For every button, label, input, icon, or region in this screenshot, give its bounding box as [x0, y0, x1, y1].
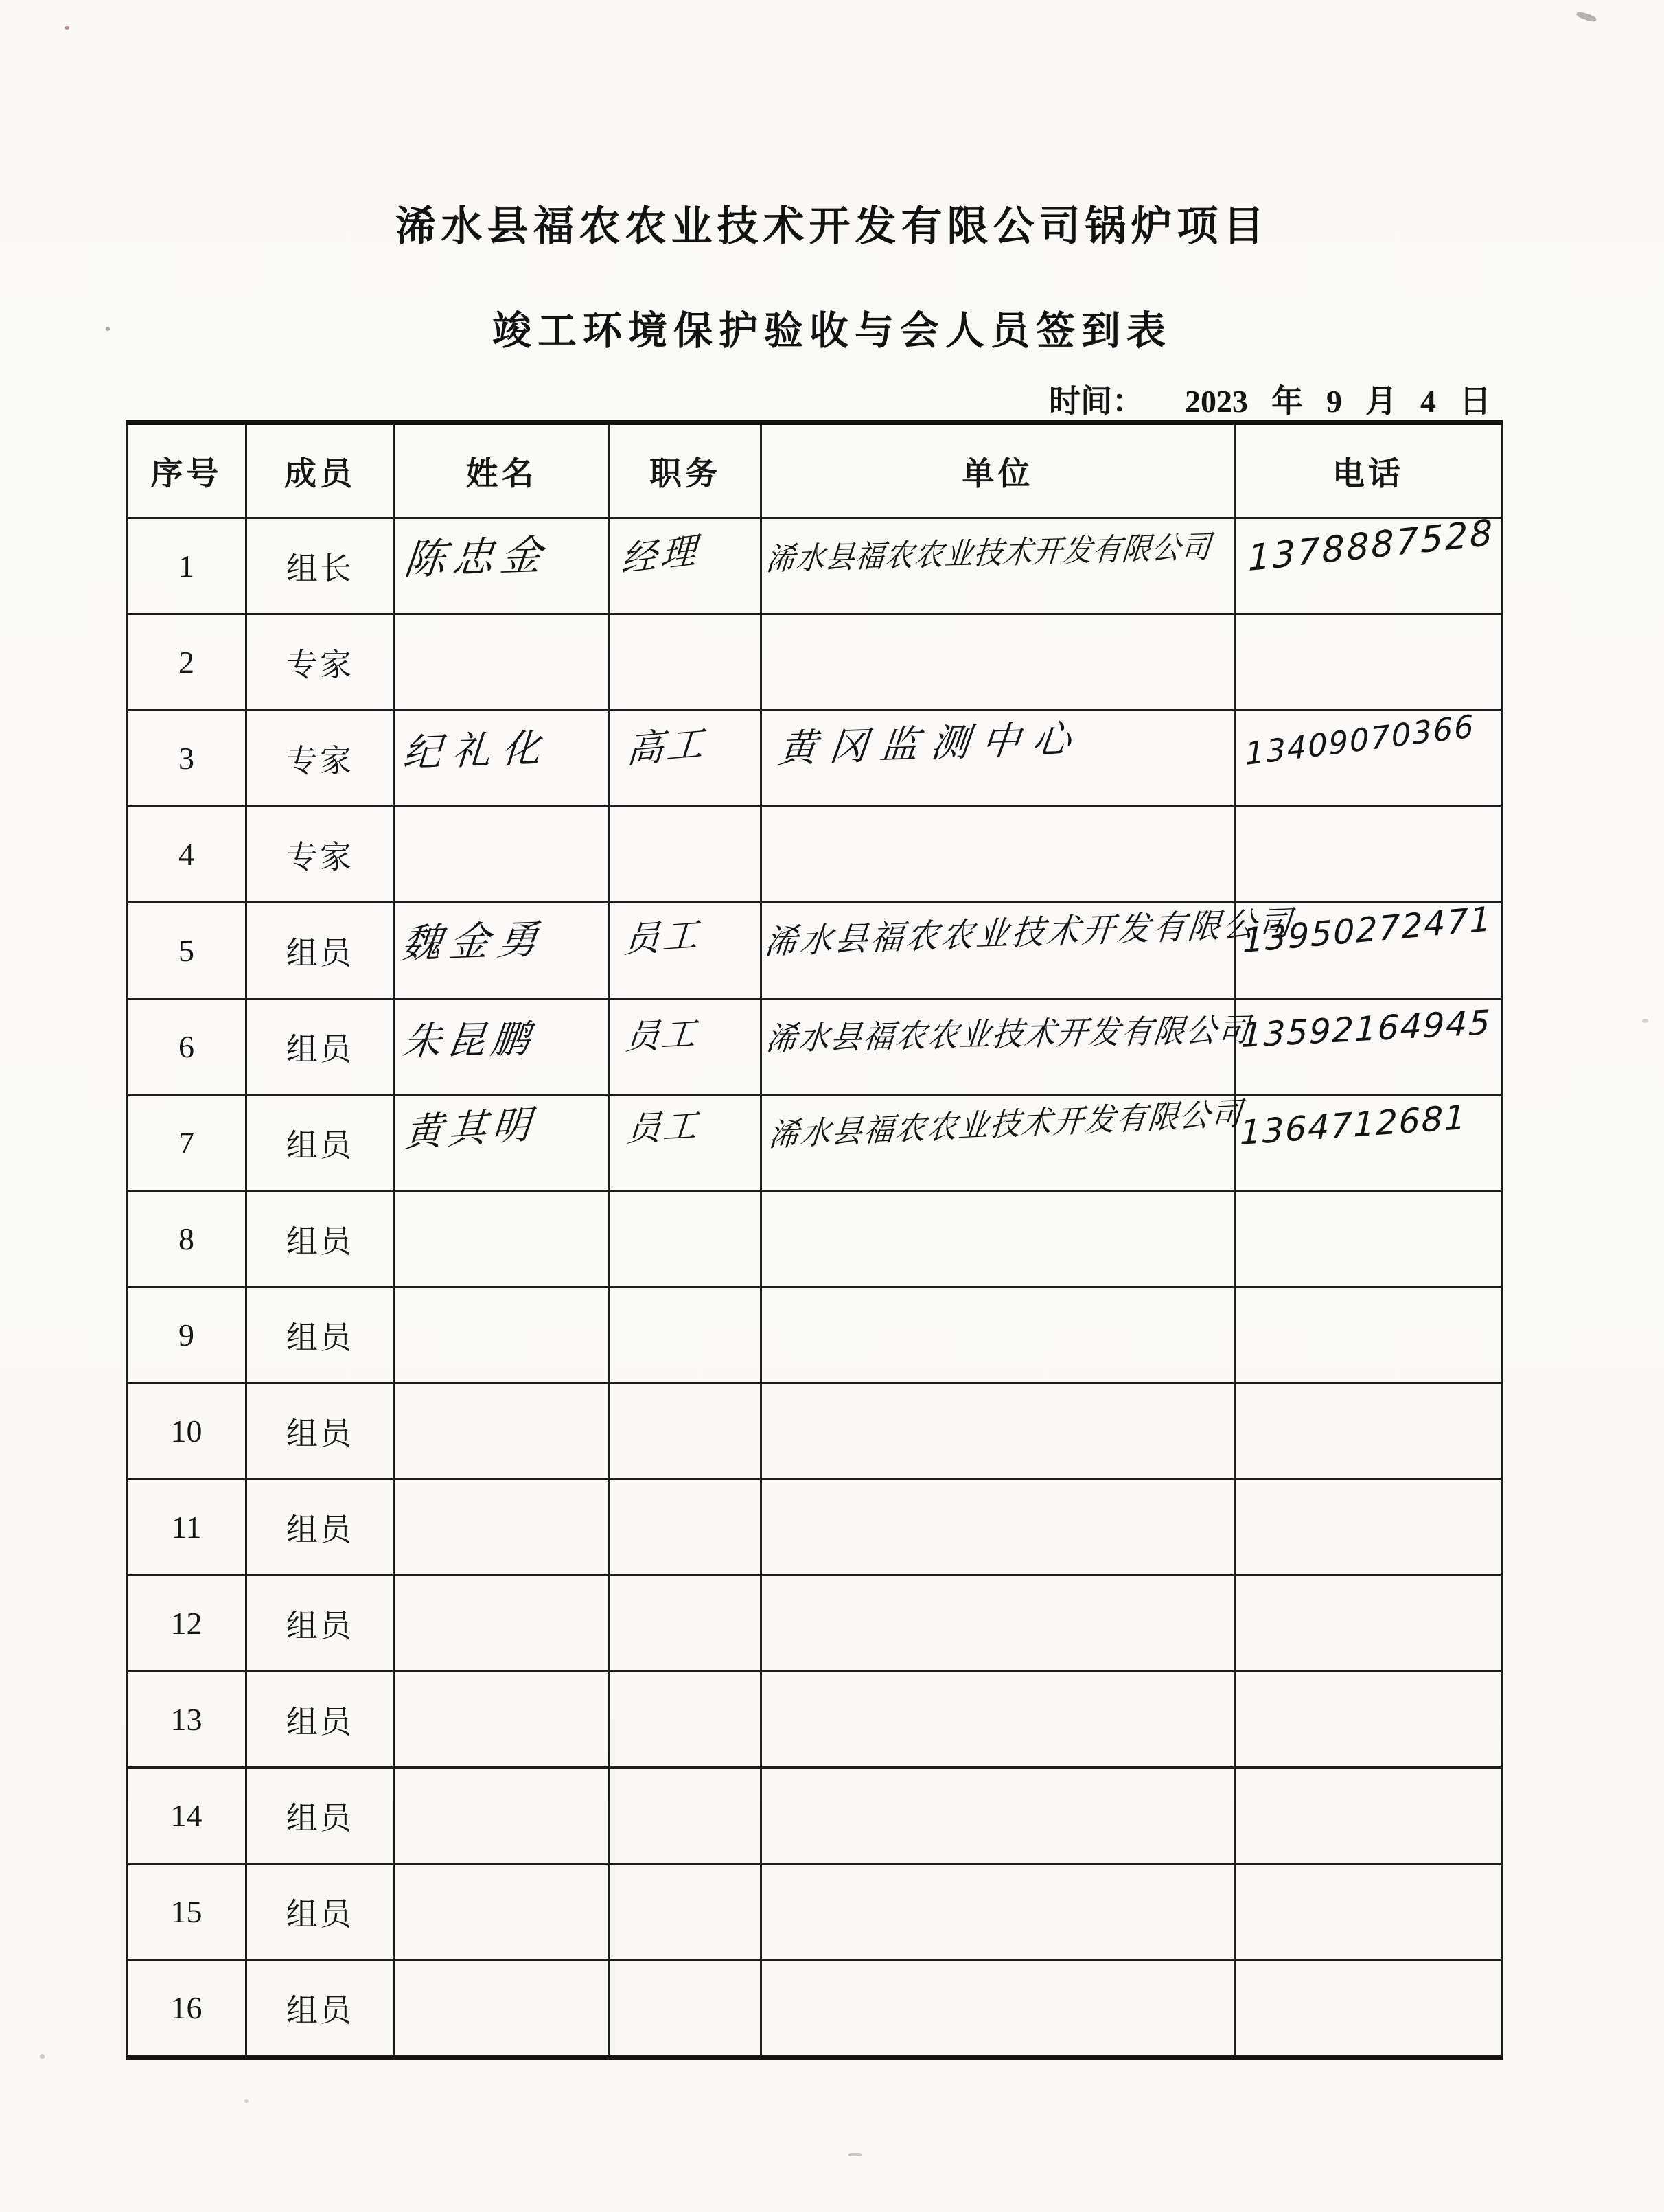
signature-unit-cell: [761, 1960, 1235, 2058]
meeting-date-line: [1049, 376, 1491, 422]
signature-name-cell: [394, 1960, 610, 2058]
member-role: 组员: [246, 999, 394, 1095]
table-row: [127, 1095, 1502, 1191]
signature-unit-cell: [761, 903, 1296, 999]
row-number: 7: [127, 1095, 246, 1191]
member-role: 组员: [246, 1576, 394, 1672]
document-subtitle: 竣工环境保护验收与会人员签到表: [492, 309, 1172, 353]
signature-position-cell: [610, 1095, 761, 1191]
signature-phone-cell: [1235, 512, 1502, 614]
signature-phone: 13950272471: [1243, 899, 1492, 961]
signature-unit-cell: [761, 711, 1235, 807]
signature-position-cell: [610, 518, 761, 614]
signature-position-cell: [610, 1383, 761, 1479]
document-title: 浠水县福农农业技术开发有限公司锅炉项目: [395, 203, 1269, 249]
signature-unit-cell: [761, 999, 1253, 1095]
member-role: 专家: [246, 711, 394, 807]
member-role: 专家: [246, 614, 394, 711]
member-role: 组长: [246, 518, 394, 614]
table-row: [127, 1768, 1502, 1864]
row-number: 1: [127, 518, 246, 614]
member-role: 组员: [246, 1095, 394, 1191]
table-row: [127, 1191, 1502, 1287]
scan-artifact: [244, 2099, 249, 2103]
signature-position-cell: [610, 1768, 761, 1864]
signature-position-cell: [610, 1576, 761, 1672]
signature-phone-cell: [1235, 1191, 1502, 1287]
signature-name-cell: [394, 1383, 610, 1479]
signature-unit-cell: [761, 1479, 1235, 1576]
row-number: 6: [127, 999, 246, 1095]
signature-phone: 13409070366: [1245, 707, 1476, 773]
signature-position: 经理: [620, 529, 702, 581]
column-header-name: 姓名: [394, 423, 610, 518]
signature-phone-cell: [1235, 1672, 1502, 1768]
time-day-unit: 日: [1459, 384, 1491, 419]
signature-name: 陈忠金: [402, 531, 551, 585]
row-number: 13: [127, 1672, 246, 1768]
scan-artifact: [848, 2153, 862, 2156]
signature-unit-cell: [761, 1672, 1235, 1768]
signature-name: 纪礼化: [401, 726, 553, 776]
signature-position-cell: [610, 1191, 761, 1287]
signature-unit: 浠水县福农农业技术开发有限公司: [764, 528, 1213, 578]
row-number: 12: [127, 1576, 246, 1672]
signature-name-cell: [394, 1287, 610, 1383]
signature-name: 魏金勇: [398, 915, 549, 968]
signature-name-cell: [394, 614, 610, 711]
table-row: [127, 1576, 1502, 1672]
signature-position-cell: [610, 1864, 761, 1960]
column-header-unit: 单位: [761, 423, 1235, 518]
signature-phone-cell: [1235, 1864, 1502, 1960]
member-role: 组员: [246, 1768, 394, 1864]
table-row: [127, 1672, 1502, 1768]
signature-name-cell: [394, 518, 610, 614]
signature-unit-cell: [761, 1864, 1235, 1960]
signature-phone-cell: [1235, 707, 1502, 807]
signature-name-cell: [394, 1576, 610, 1672]
table-row: [127, 518, 1502, 614]
signature-phone-cell: [1235, 1383, 1502, 1479]
member-role: 组员: [246, 1287, 394, 1383]
signature-phone-cell: [1235, 1287, 1502, 1383]
signature-phone-cell: [1235, 1960, 1502, 2058]
signature-unit-cell: [761, 1768, 1235, 1864]
row-number: 15: [127, 1864, 246, 1960]
row-number: 2: [127, 614, 246, 711]
scan-artifact: [40, 2054, 45, 2059]
signature-unit-cell: [761, 1287, 1235, 1383]
signature-name-cell: [394, 1864, 610, 1960]
signature-phone-cell: [1235, 807, 1502, 903]
table-row: [127, 1287, 1502, 1383]
time-year-unit: 年: [1271, 384, 1303, 419]
signature-unit: 浠水县福农农业技术开发有限公司: [767, 1094, 1245, 1154]
member-role: 组员: [246, 1383, 394, 1479]
signature-name-cell: [394, 999, 610, 1095]
signature-phone-cell: [1235, 1768, 1502, 1864]
signature-unit-cell: [761, 807, 1235, 903]
signature-name: 朱昆鹏: [400, 1017, 538, 1065]
table-row: [127, 711, 1502, 807]
signature-unit: 浠水县福农农业技术开发有限公司: [763, 903, 1296, 963]
row-number: 11: [127, 1479, 246, 1576]
signature-name-cell: [394, 1672, 610, 1768]
signature-phone-cell: [1235, 1479, 1502, 1576]
member-role: 组员: [246, 1864, 394, 1960]
row-number: 3: [127, 711, 246, 807]
table-row: [127, 903, 1502, 999]
time-label: 时间：: [1049, 384, 1144, 419]
signature-phone-cell: [1235, 899, 1502, 999]
signature-phone-cell: [1235, 1576, 1502, 1672]
signature-unit-cell: [761, 614, 1235, 711]
table-row: [127, 999, 1502, 1095]
signature-name-cell: [394, 1768, 610, 1864]
sign-in-table: [126, 420, 1503, 2060]
signature-unit: 浠水县福农农业技术开发有限公司: [764, 1011, 1253, 1059]
time-day-value: 4: [1420, 384, 1436, 419]
signature-phone: 13592164945: [1240, 1002, 1492, 1056]
table-header-row: [127, 423, 1502, 518]
column-header-member: 成员: [246, 423, 394, 518]
table-row: [127, 1383, 1502, 1479]
time-year-value: 2023: [1185, 384, 1248, 419]
signature-position: 高工: [625, 721, 708, 772]
signature-phone-cell: [1235, 1095, 1502, 1191]
time-month-unit: 月: [1365, 384, 1397, 419]
table-row: [127, 1864, 1502, 1960]
signature-phone: 1364712681: [1239, 1097, 1468, 1153]
signature-unit-cell: [761, 1191, 1235, 1287]
signature-position-cell: [610, 807, 761, 903]
member-role: 组员: [246, 903, 394, 999]
column-header-phone: 电话: [1235, 423, 1502, 518]
signature-position-cell: [610, 614, 761, 711]
signature-position-cell: [610, 711, 761, 807]
scan-artifact: [1575, 11, 1597, 23]
signature-name: 黄其明: [402, 1102, 538, 1157]
table-row: [127, 614, 1502, 711]
scan-artifact: [1642, 1019, 1648, 1023]
row-number: 5: [127, 903, 246, 999]
signature-position-cell: [610, 903, 761, 999]
member-role: 组员: [246, 1479, 394, 1576]
scan-artifact: [65, 26, 69, 30]
signature-name-cell: [394, 807, 610, 903]
table-row: [127, 1479, 1502, 1576]
signature-name-cell: [394, 1479, 610, 1576]
column-header-no: 序号: [127, 423, 246, 518]
member-role: 组员: [246, 1672, 394, 1768]
column-header-position: 职务: [610, 423, 761, 518]
member-role: 组员: [246, 1960, 394, 2058]
signature-name-cell: [394, 903, 610, 999]
signature-unit-cell: [761, 1094, 1245, 1191]
row-number: 4: [127, 807, 246, 903]
member-role: 组员: [246, 1191, 394, 1287]
signature-position-cell: [610, 999, 761, 1095]
signature-position-cell: [610, 1479, 761, 1576]
signature-position-cell: [610, 1960, 761, 2058]
signature-name-cell: [394, 1095, 610, 1191]
signature-position-cell: [610, 1672, 761, 1768]
row-number: 9: [127, 1287, 246, 1383]
signature-position: 员工: [623, 1013, 700, 1058]
signature-unit: 黄冈监测中心: [776, 716, 1086, 772]
table-body: [127, 512, 1502, 2058]
signature-phone-cell: [1235, 999, 1502, 1095]
signature-position: 员工: [622, 914, 702, 962]
signature-phone: 1378887528: [1248, 512, 1494, 580]
row-number: 10: [127, 1383, 246, 1479]
signature-unit-cell: [761, 1383, 1235, 1479]
member-role: 专家: [246, 807, 394, 903]
signature-phone-cell: [1235, 614, 1502, 711]
signature-name-cell: [394, 711, 610, 807]
signature-unit-cell: [761, 518, 1235, 614]
row-number: 16: [127, 1960, 246, 2058]
signature-position: 员工: [625, 1105, 702, 1150]
signature-position-cell: [610, 1287, 761, 1383]
row-number: 14: [127, 1768, 246, 1864]
table-row: [127, 1960, 1502, 2058]
table-row: [127, 807, 1502, 903]
signature-name-cell: [394, 1191, 610, 1287]
row-number: 8: [127, 1191, 246, 1287]
time-month-value: 9: [1326, 384, 1342, 419]
signature-unit-cell: [761, 1576, 1235, 1672]
